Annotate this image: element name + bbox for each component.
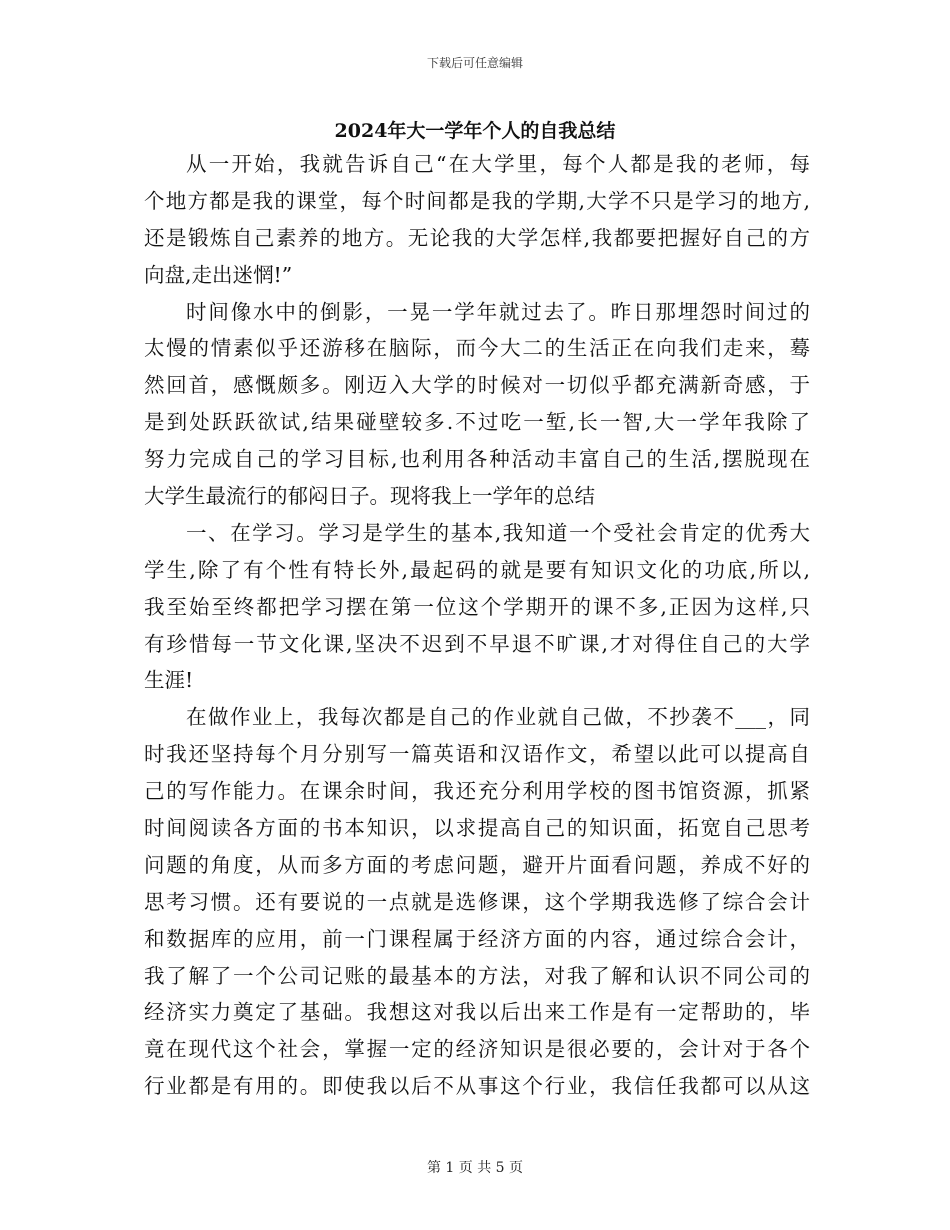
body-line-1: 从一开始，我就告诉自己“在大学里，每个人都是我的老师，每 bbox=[186, 152, 810, 176]
body-line-14: 有珍惜每一节文化课,坚决不迟到不早退不旷课,才对得住自己的大学 bbox=[144, 631, 810, 656]
body-line-20: 问题的角度，从而多方面的考虑问题，避开片面看问题，养成不好的 bbox=[144, 852, 810, 877]
body-line-6: 太慢的情素似乎还游移在脑际，而今大二的生活正在向我们走来，蓦 bbox=[144, 336, 810, 361]
body-line-8: 是到处跃跃欲试,结果碰壁较多.不过吃一堑,长一智,大一学年我除了 bbox=[144, 410, 810, 435]
body-line-3: 还是锻炼自己素养的地方。无论我的大学怎样,我都要把握好自己的方 bbox=[144, 225, 810, 250]
body-line-4: 向盘,走出迷惘!” bbox=[144, 262, 293, 287]
document-title: 2024年大一学年个人的自我总结 bbox=[334, 120, 616, 142]
body-line-24: 经济实力奠定了基础。我想这对我以后出来工作是有一定帮助的，毕 bbox=[144, 1000, 810, 1025]
body-line-21: 思考习惯。还有要说的一点就是选修课，这个学期我选修了综合会计 bbox=[144, 889, 810, 914]
body-line-18: 己的写作能力。在课余时间，我还充分利用学校的图书馆资源，抓紧 bbox=[144, 779, 810, 804]
body-line-16: 在做作业上，我每次都是自己的作业就自己做，不抄袭不___，同 bbox=[186, 705, 810, 730]
body-line-22: 和数据库的应用，前一门课程属于经济方面的内容，通过综合会计， bbox=[144, 926, 810, 951]
body-line-23: 我了解了一个公司记账的最基本的方法，对我了解和认识不同公司的 bbox=[144, 963, 810, 988]
body-line-9: 努力完成自己的学习目标,也利用各种活动丰富自己的生活,摆脱现在 bbox=[144, 447, 810, 472]
body-line-7: 然回首，感慨颇多。刚迈入大学的时候对一切似乎都充满新奇感，于 bbox=[144, 373, 810, 398]
body-line-17: 时我还坚持每个月分别写一篇英语和汉语作文，希望以此可以提高自 bbox=[144, 742, 810, 767]
body-line-26: 行业都是有用的。即使我以后不从事这个行业，我信任我都可以从这 bbox=[144, 1074, 810, 1099]
document-body bbox=[144, 146, 810, 1105]
header-note: 下载后可任意编辑 bbox=[426, 56, 523, 70]
body-line-15: 生涯! bbox=[144, 668, 194, 693]
body-line-25: 竟在现代这个社会，掌握一定的经济知识是很必要的，会计对于各个 bbox=[144, 1037, 810, 1062]
body-line-12: 学生,除了有个性有特长外,最起码的就是要有知识文化的功底,所以, bbox=[144, 557, 810, 582]
body-line-5: 时间像水中的倒影，一晃一学年就过去了。昨日那埋怨时间过的 bbox=[186, 299, 810, 324]
body-line-10: 大学生最流行的郁闷日子。现将我上一学年的总结 bbox=[144, 484, 595, 509]
body-line-19: 时间阅读各方面的书本知识，以求提高自己的知识面，拓宽自己思考 bbox=[144, 816, 810, 841]
body-line-2: 个地方都是我的课堂，每个时间都是我的学期,大学不只是学习的地方, bbox=[144, 188, 810, 213]
body-line-13: 我至始至终都把学习摆在第一位这个学期开的课不多,正因为这样,只 bbox=[144, 594, 810, 619]
page-number-footer: 第 1 页 共 5 页 bbox=[426, 1160, 524, 1176]
body-line-11: 一、在学习。学习是学生的基本,我知道一个受社会肯定的优秀大 bbox=[186, 520, 810, 545]
